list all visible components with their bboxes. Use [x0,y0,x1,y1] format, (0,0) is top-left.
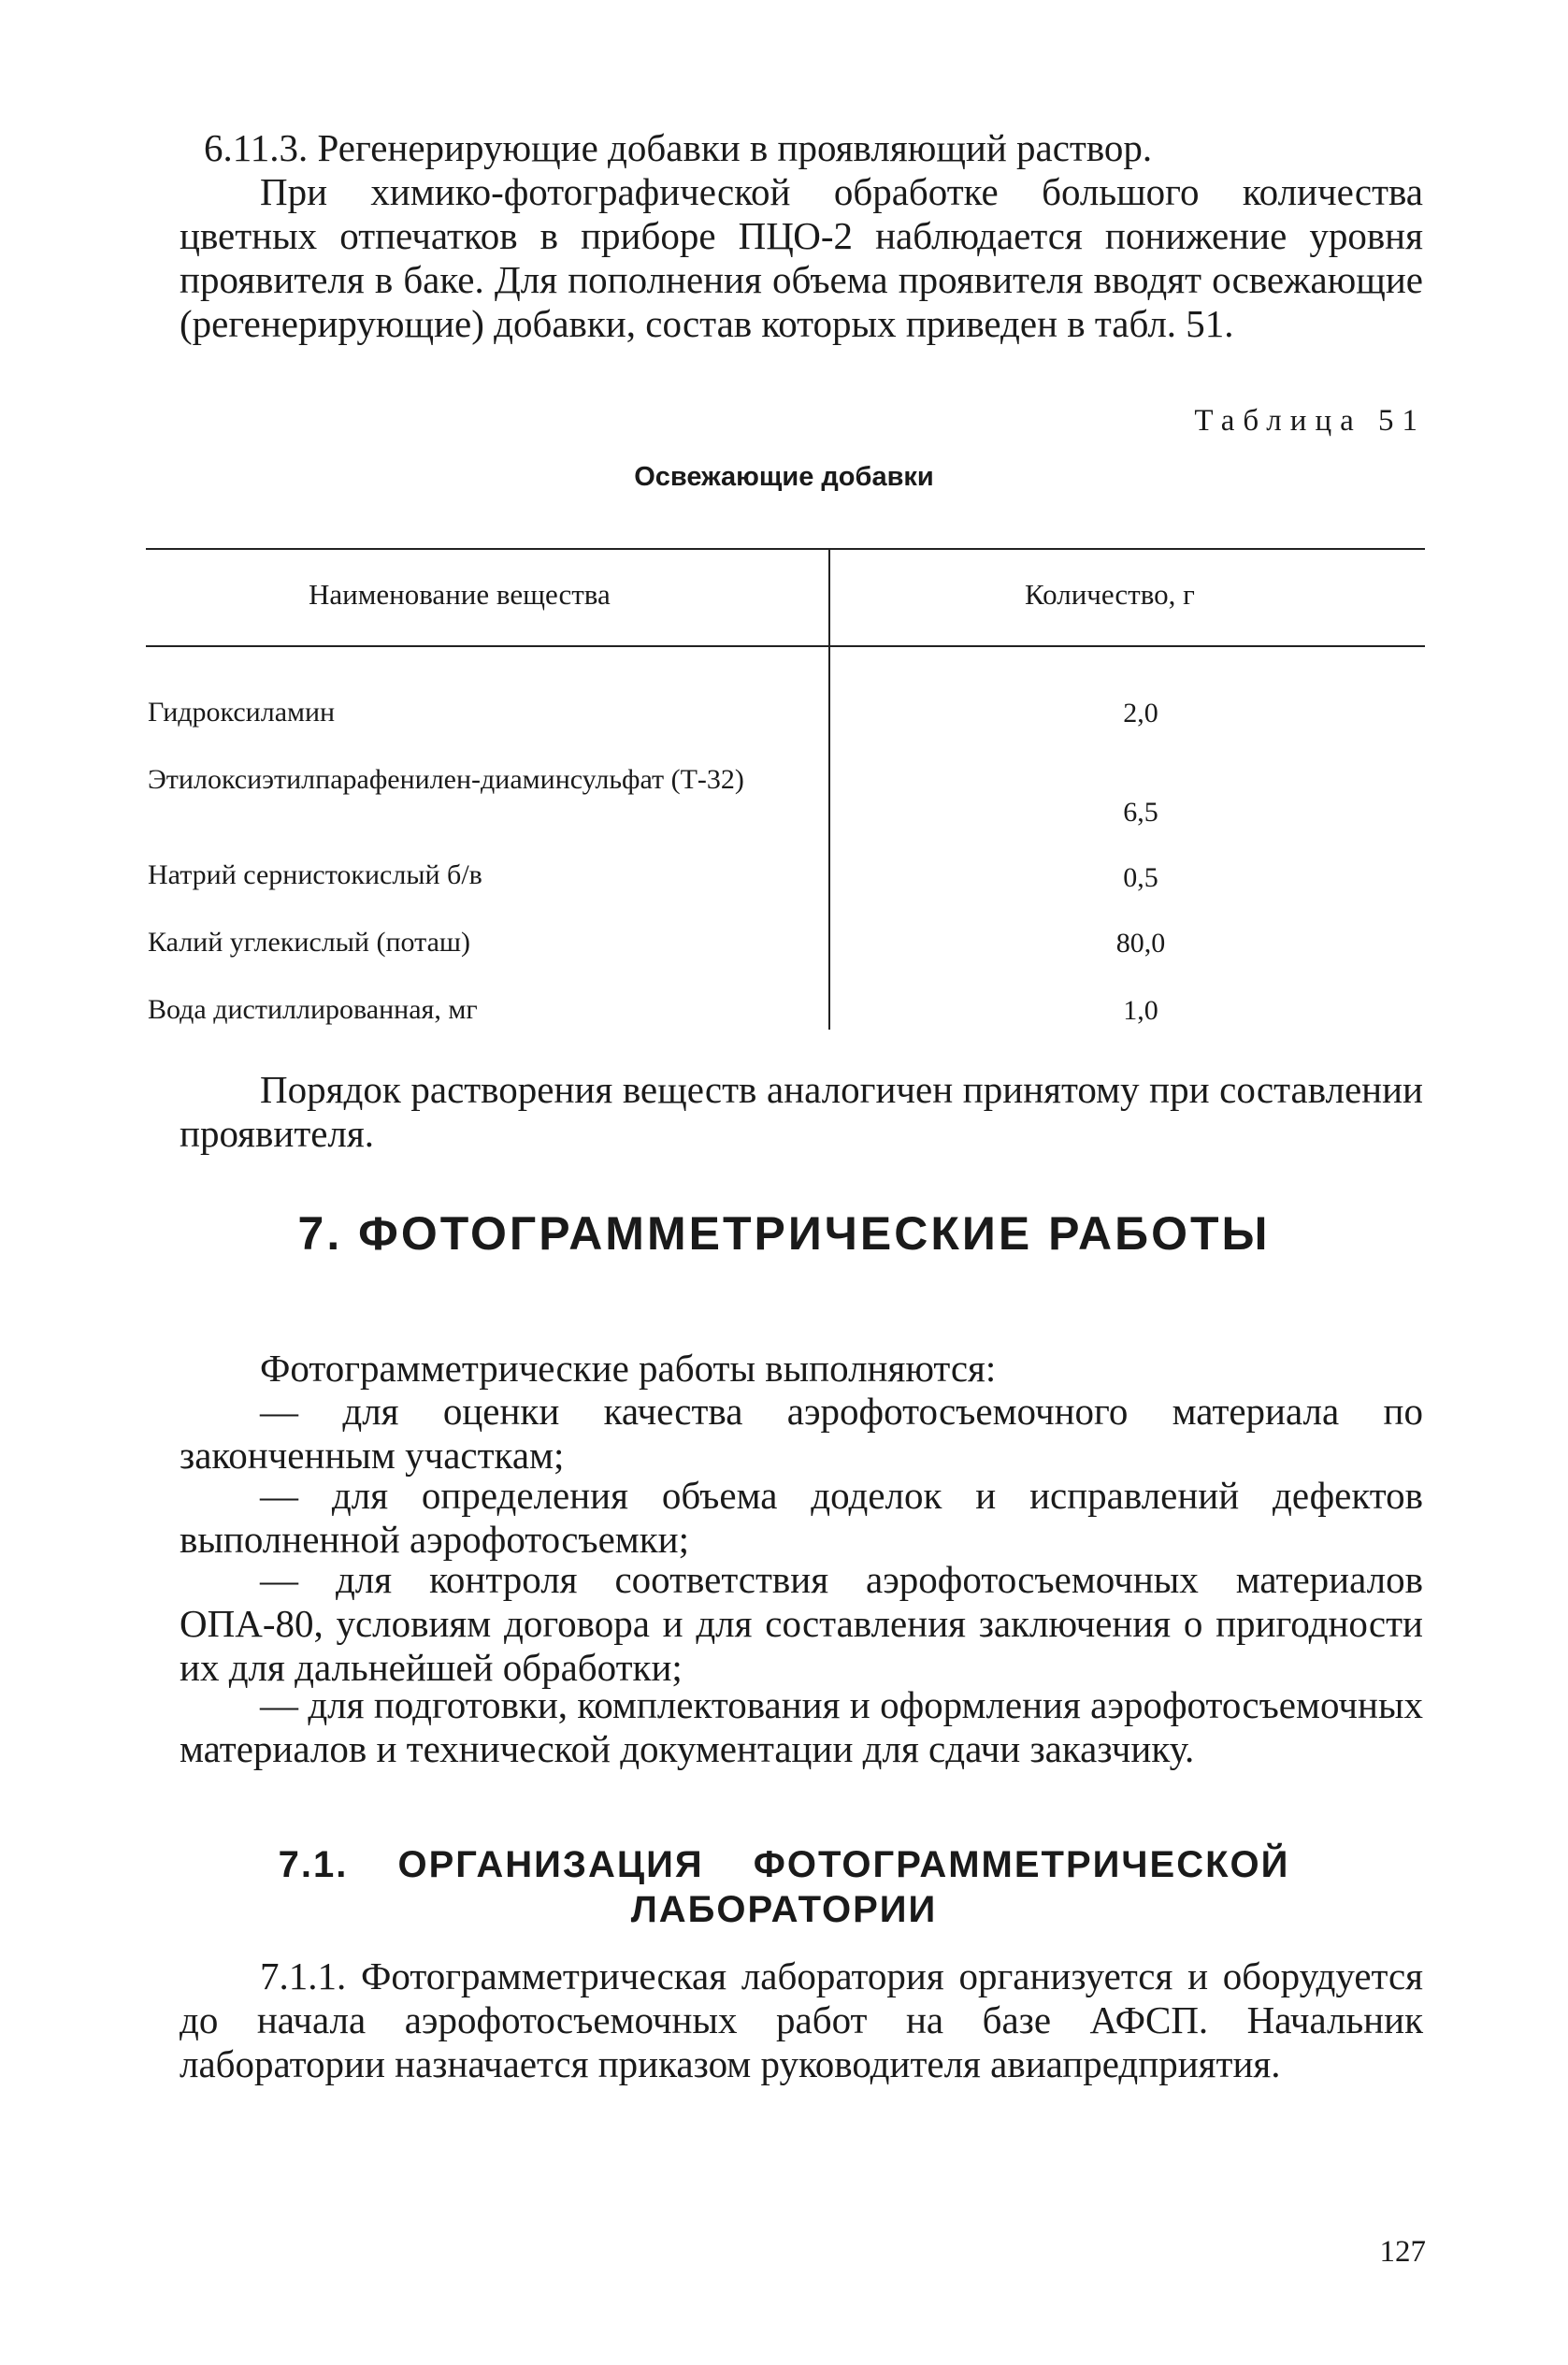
table-cell-qty: 6,5 [1123,797,1158,828]
list-item: — для контроля соответствия аэрофотосъемочных материалов ОПА-80, условиям договора и для составления заключения о пригодности их для дальнейшей обработки; [180,1558,1423,1689]
table-header-rule [146,645,1425,647]
paragraph-regeneration: При химико-фотографической обработке большого количества цветных отпечатков в приборе ПЦО-2 наблюдается понижение уровня проявителя в баке. Для пополнения объема проявителя вводят освежающие (регенерирующие) добавки, состав которых приведен в табл. 51. [180,170,1423,345]
table-header-name: Наименование вещества [309,578,611,611]
table-cell-name: Вода дистиллированная, мг [148,994,478,1025]
table-cell-qty: 80,0 [1115,928,1166,959]
table-cell-name: Гидроксиламин [148,697,336,728]
table-cell-name: Натрий сернистокислый б/в [148,859,482,890]
paragraph-lab-organization: 7.1.1. Фотограмметрическая лаборатория организуется и оборудуется до начала аэрофотосъемочных работ на базе АФСП. Начальник лаборатории назначается приказом руководителя авиапредприятия. [180,1954,1423,2085]
list-item: — для оценки качества аэрофотосъемочного материала по законченным участкам; [180,1390,1423,1477]
page-number: 127 [1379,2235,1426,2269]
table-cell-name: Калий углекислый (поташ) [148,927,470,958]
table-header-qty: Количество, г [1025,578,1195,611]
table-top-rule [146,548,1425,550]
table-column-divider [828,548,830,1030]
section-heading-line-1: 7.1. ОРГАНИЗАЦИЯ ФОТОГРАММЕТРИЧЕСКОЙ [278,1844,1290,1885]
section-heading-line-2: ЛАБОРАТОРИИ [630,1889,938,1930]
chapter-intro: Фотограмметрические работы выполняются: [260,1347,997,1390]
section-heading-7-1 [0,1842,1568,1932]
table-label: Таблица 51 [1194,404,1426,438]
paragraph-dissolution-order: Порядок растворения веществ аналогичен принятому при составлении проявителя. [180,1068,1423,1155]
list-item: — для подготовки, комплектования и оформления аэрофотосъемочных материалов и технической документации для сдачи заказчику. [180,1683,1423,1770]
table-cell-qty: 2,0 [1123,698,1158,728]
table-cell-name: Этилоксиэтилпарафенилен-диаминсульфат (Т-32) [148,764,744,795]
chapter-heading: 7. ФОТОГРАММЕТРИЧЕСКИЕ РАБОТЫ [297,1207,1271,1260]
table-title: Освежающие добавки [634,462,934,492]
list-item: — для определения объема доделок и исправлений дефектов выполненной аэрофотосъемки; [180,1474,1423,1561]
section-heading-6-11-3: 6.11.3. Регенерирующие добавки в проявляющий раствор. [204,126,1153,169]
table-cell-qty: 1,0 [1123,995,1158,1026]
table-cell-qty: 0,5 [1123,862,1158,893]
